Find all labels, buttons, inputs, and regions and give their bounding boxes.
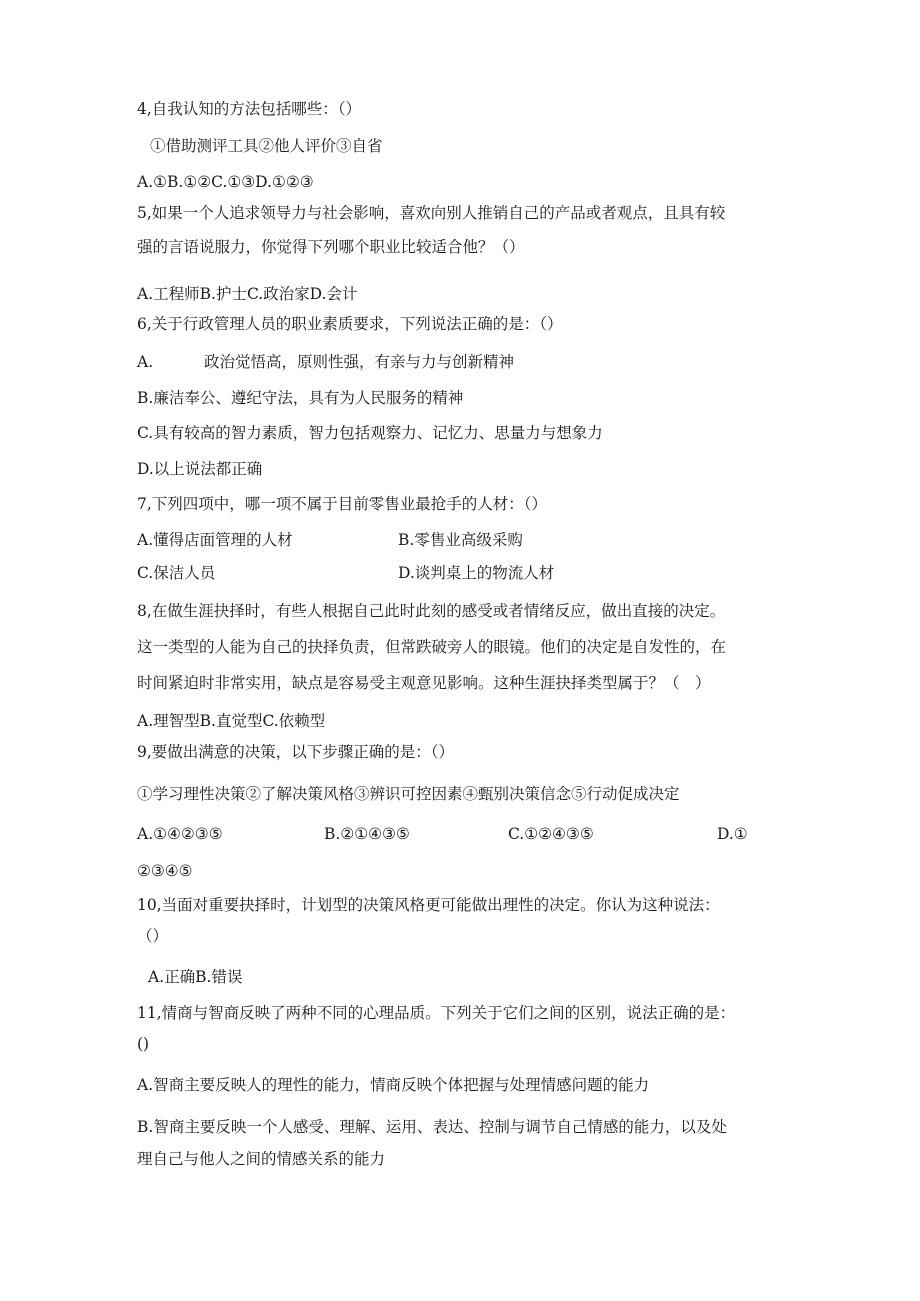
- q7-option-b: B.零售业高级采购: [398, 531, 523, 549]
- q9-option-d-part1: D.①: [717, 825, 748, 843]
- q10-stem-line1: 10,当面对重要抉择时，计划型的决策风格更可能做出理性的决定。你认为这种说法：: [137, 896, 720, 914]
- q7-option-a: A.懂得店面管理的人材: [137, 531, 293, 549]
- q7-option-d: D.谈判桌上的物流人材: [398, 564, 555, 582]
- q6-option-b: B.廉洁奉公、遵纪守法，具有为人民服务的精神: [137, 389, 464, 407]
- q5-stem-line1: 5,如果一个人追求领导力与社会影响，喜欢向别人推销自己的产品或者观点，且具有较: [137, 204, 726, 222]
- q11-option-b-line1: B.智商主要反映一个人感受、理解、运用、表达、控制与调节自己情感的能力，以及处: [137, 1118, 727, 1136]
- q7-stem: 7,下列四项中，哪一项不属于目前零售业最抢手的人材：（）: [137, 495, 548, 513]
- q8-stem-line2: 这一类型的人能为自己的抉择负责，但常跌破旁人的眼镜。他们的决定是自发性的，在: [137, 638, 727, 656]
- q8-stem-line1: 8,在做生涯抉择时，有些人根据自己此时此刻的感受或者情绪反应，做出直接的决定。: [137, 602, 726, 620]
- q9-items: ①学习理性决策②了解决策风格③辨识可控因素④甄别决策信念⑤行动促成决定: [137, 785, 680, 803]
- q6-stem: 6,关于行政管理人员的职业素质要求，下列说法正确的是：（）: [137, 315, 563, 333]
- q11-stem-line2: (): [137, 1035, 150, 1053]
- q4-options: A.①B.①②C.①③D.①②③: [137, 173, 314, 191]
- q7-option-c: C.保洁人员: [137, 564, 216, 582]
- q11-option-b-line2: 理自己与他人之间的情感关系的能力: [137, 1150, 386, 1168]
- q4-stem: 4,自我认知的方法包括哪些：（）: [137, 100, 362, 118]
- q10-stem-line2: （）: [137, 927, 169, 945]
- q6-option-d: D.以上说法都正确: [137, 460, 263, 478]
- q9-option-b: B.②①④③⑤: [324, 825, 410, 843]
- q9-stem: 9,要做出满意的决策，以下步骤正确的是：（）: [137, 743, 455, 761]
- q6-option-a-label: A.: [137, 353, 154, 371]
- q4-items: ①借助测评工具②他人评价③自省: [150, 137, 383, 155]
- q9-option-c: C.①②④③⑤: [508, 825, 594, 843]
- q9-option-a: A.①④②③⑤: [137, 825, 223, 843]
- q8-stem-line3: 时间紧迫时非常实用，缺点是容易受主观意见影响。这种生涯抉择类型属于？（ ）: [137, 674, 711, 692]
- q10-options: A.正确B.错误: [148, 968, 243, 986]
- q6-option-c: C.具有较高的智力素质，智力包括观察力、记忆力、思量力与想象力: [137, 424, 603, 442]
- q8-options: A.理智型B.直觉型C.依赖型: [137, 712, 326, 730]
- q6-option-a-text: 政治觉悟高，原则性强，有亲与力与创新精神: [204, 353, 515, 371]
- q11-stem-line1: 11,情商与智商反映了两种不同的心理品质。下列关于它们之间的区别，说法正确的是：: [137, 1004, 736, 1022]
- q5-options: A.工程师B.护士C.政治家D.会计: [137, 285, 358, 303]
- q9-option-d-part2: ②③④⑤: [137, 862, 193, 880]
- q11-option-a: A.智商主要反映人的理性的能力，情商反映个体把握与处理情感问题的能力: [137, 1076, 650, 1094]
- q5-stem-line2: 强的言语说服力，你觉得下列哪个职业比较适合他？（）: [137, 238, 525, 256]
